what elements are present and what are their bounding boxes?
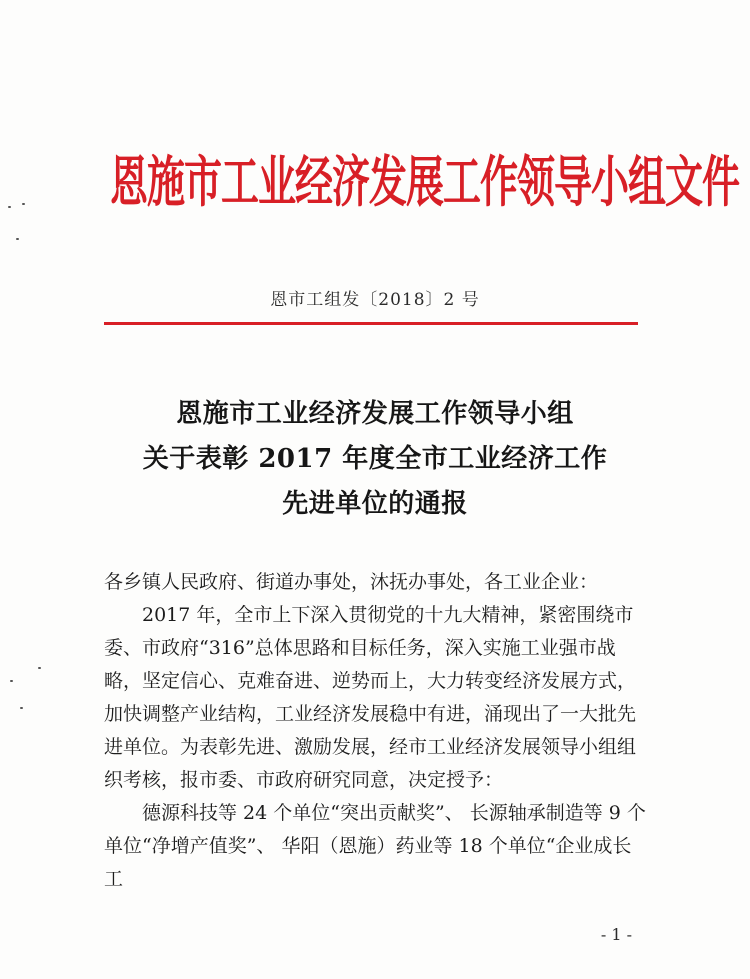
title-line-1: 恩施市工业经济发展工作领导小组 <box>176 399 574 429</box>
body-paragraph-2: 德源科技等 24 个单位“突出贡献奖”、 长源轴承制造等 9 个单位“净增产值奖”、 华阳（恩施）药业等 18 个单位“企业成长工 <box>104 802 646 890</box>
notice-title <box>0 392 750 527</box>
red-divider-line <box>104 322 638 325</box>
title-line-3: 先进单位的通报 <box>282 489 468 519</box>
red-header-title: 恩施市工业经济发展工作领导小组文件 <box>110 150 740 214</box>
scan-speck <box>8 206 11 208</box>
scan-speck <box>10 680 13 682</box>
scan-speck <box>16 238 19 240</box>
scan-speck <box>22 203 25 205</box>
body-paragraph-1: 2017 年，全市上下深入贯彻党的十九大精神，紧密围绕市委、市政府“316”总体思路和目标任务，深入实施工业强市战略，坚定信心、克难奋进、逆势而上，大力转变经济发展方式，加快调整产业结构，工业经济发展稳中有进，涌现出了一大批先进单位。为表彰先进、激励发展，经市工业经济发展领导小组组织考核，报市委、市政府研究同意，决定授予： <box>104 604 637 791</box>
document-number: 恩市工组发〔2018〕2 号 <box>270 290 480 310</box>
scan-speck <box>20 707 23 709</box>
page-number: - 1 - <box>600 925 632 944</box>
scan-speck <box>38 667 41 669</box>
title-line-2: 关于表彰 2017 年度全市工业经济工作 <box>142 444 608 474</box>
addressee-line: 各乡镇人民政府、街道办事处，沐抚办事处，各工业企业： <box>104 571 599 593</box>
notice-body <box>104 566 649 896</box>
